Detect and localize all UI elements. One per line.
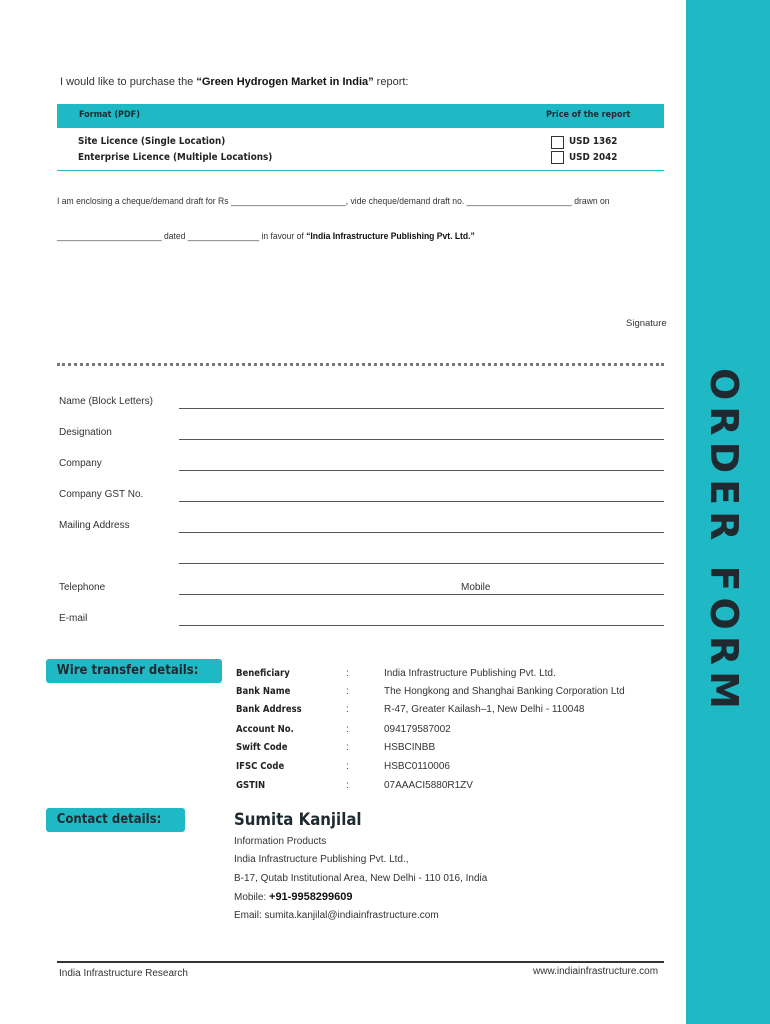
- enterprise-licence-checkbox[interactable]: [551, 151, 564, 164]
- company-field[interactable]: [179, 470, 664, 471]
- field-label-telephone: Telephone: [59, 582, 106, 593]
- field-label-address: Mailing Address: [59, 520, 130, 531]
- licence-enterprise-label: Enterprise Licence (Multiple Locations): [78, 152, 273, 163]
- telephone-field[interactable]: [179, 594, 664, 595]
- wire-value-swift: HSBCINBB: [384, 742, 436, 753]
- intro-suffix: report:: [373, 76, 409, 88]
- wire-sep: :: [346, 686, 349, 697]
- wire-value-account: 094179587002: [384, 724, 451, 735]
- footer-website-link[interactable]: www.indiainfrastructure.com: [533, 966, 659, 977]
- wire-sep: :: [346, 780, 349, 791]
- signature-label: Signature: [626, 318, 667, 329]
- intro-text: [60, 76, 408, 88]
- payment-payee: “India Infrastructure Publishing Pvt. Ltd.”: [306, 231, 475, 242]
- wire-key-beneficiary: Beneficiary: [236, 668, 290, 679]
- wire-key-ifsc: IFSC Code: [236, 761, 285, 772]
- footer-rule: [57, 961, 664, 963]
- wire-value-bank-address: R-47, Greater Kailash–1, New Delhi - 110048: [384, 704, 585, 715]
- contact-heading: [46, 808, 185, 832]
- address-field-line-1[interactable]: [179, 532, 664, 533]
- wire-key-bank-name: Bank Name: [236, 686, 291, 697]
- designation-field[interactable]: [179, 439, 664, 440]
- site-licence-price: USD 1362: [569, 136, 618, 147]
- wire-key-account: Account No.: [236, 724, 294, 735]
- wire-sep: :: [346, 668, 349, 679]
- wire-value-bank-name: The Hongkong and Shanghai Banking Corporation Ltd: [384, 686, 625, 697]
- field-label-email: E-mail: [59, 613, 88, 624]
- field-label-company: Company: [59, 458, 102, 469]
- wire-value-ifsc: HSBC0110006: [384, 761, 450, 772]
- contact-company: India Infrastructure Publishing Pvt. Ltd.,: [234, 854, 409, 865]
- wire-sep: :: [346, 761, 349, 772]
- contact-mobile-line: [234, 891, 353, 903]
- gst-field[interactable]: [179, 501, 664, 502]
- contact-address: B-17, Qutab Institutional Area, New Delhi - 110 016, India: [234, 873, 488, 884]
- address-field-line-2[interactable]: [179, 563, 664, 564]
- wire-key-gstin: GSTIN: [236, 780, 266, 791]
- field-label-designation: Designation: [59, 427, 112, 438]
- wire-value-beneficiary: India Infrastructure Publishing Pvt. Ltd.: [384, 668, 556, 679]
- field-label-mobile: Mobile: [461, 582, 491, 593]
- wire-transfer-heading: [46, 659, 222, 683]
- email-field[interactable]: [179, 625, 664, 626]
- contact-title: Contact details:: [56, 812, 162, 827]
- order-form-title: ORDER FORM: [702, 368, 746, 715]
- header-format: Format (PDF): [79, 110, 140, 120]
- payment-line-2: [57, 231, 475, 242]
- wire-sep: :: [346, 724, 349, 735]
- price-table-header: [57, 104, 664, 128]
- dotted-separator: [57, 363, 664, 366]
- field-label-name: Name (Block Letters): [59, 396, 153, 407]
- contact-mobile-label: Mobile:: [234, 892, 270, 903]
- site-licence-checkbox[interactable]: [551, 136, 564, 149]
- payment-line-2-text: ______________________ dated _______________ in favour of: [57, 231, 307, 242]
- contact-mobile-number: +91-9958299609: [269, 891, 353, 903]
- wire-sep: :: [346, 742, 349, 753]
- contact-email[interactable]: Email: sumita.kanjilal@indiainfrastructure.com: [234, 910, 439, 921]
- intro-prefix: I would like to purchase the: [60, 76, 197, 88]
- intro-report-name: “Green Hydrogen Market in India”: [196, 76, 374, 88]
- header-price: Price of the report: [546, 110, 631, 120]
- wire-key-bank-address: Bank Address: [236, 704, 302, 715]
- contact-name: Sumita Kanjilal: [234, 810, 362, 830]
- wire-key-swift: Swift Code: [236, 742, 288, 753]
- wire-sep: :: [346, 704, 349, 715]
- name-field[interactable]: [179, 408, 664, 409]
- enterprise-licence-price: USD 2042: [569, 152, 618, 163]
- wire-transfer-title: Wire transfer details:: [56, 663, 199, 678]
- licence-site-label: Site Licence (Single Location): [78, 136, 226, 147]
- payment-line-1: I am enclosing a cheque/demand draft for Rs ________________________, vide cheque/demand draft no. ______________________ drawn on: [57, 196, 610, 207]
- footer-brand: India Infrastructure Research: [59, 968, 188, 979]
- contact-dept: Information Products: [234, 836, 327, 847]
- wire-value-gstin: 07AAACI5880R1ZV: [384, 780, 473, 791]
- field-label-gst: Company GST No.: [59, 489, 144, 500]
